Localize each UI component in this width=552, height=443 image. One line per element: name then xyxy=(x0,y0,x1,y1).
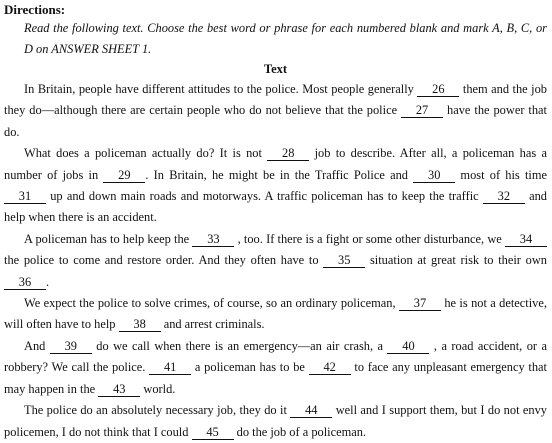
blank-37: 37 xyxy=(399,297,441,311)
passage-paragraph xyxy=(4,229,547,293)
passage-text: situation at great risk to their own xyxy=(365,253,547,268)
passage-text: The police do an absolutely necessary job, they do it xyxy=(24,403,291,418)
blank-27: 27 xyxy=(401,104,443,118)
blank-34: 34 xyxy=(505,233,547,247)
blank-42: 42 xyxy=(309,361,351,375)
passage-text: We expect the police to solve crimes, of course, so an ordinary policeman, xyxy=(24,296,399,311)
passage xyxy=(4,79,547,443)
blank-35: 35 xyxy=(323,254,365,268)
blank-32: 32 xyxy=(483,190,525,204)
passage-paragraph xyxy=(4,293,547,336)
passage-text: have the power that do. xyxy=(4,103,547,139)
passage-text: What does a policeman actually do? It is not xyxy=(24,146,268,161)
directions-instructions: Read the following text. Choose the best word or phrase for each numbered blank and mark A, B, C, or D on ANSWER SHEET 1. xyxy=(24,21,547,56)
directions-heading: Directions: xyxy=(4,2,66,17)
blank-41: 41 xyxy=(149,361,191,375)
text-title: Text xyxy=(263,62,288,76)
passage-text: a policeman has to be xyxy=(191,360,309,375)
blank-36: 36 xyxy=(4,276,46,290)
passage-text: , too. If there is a fight or some other disturbance, we xyxy=(234,231,505,246)
blank-40: 40 xyxy=(387,340,429,354)
passage-text: do the job of a policeman. xyxy=(233,424,367,439)
passage-text: up and down main roads and motorways. A traffic policeman has to keep the traffic xyxy=(46,189,483,204)
blank-33: 33 xyxy=(192,233,234,247)
passage-text: . xyxy=(46,274,50,289)
blank-45: 45 xyxy=(192,426,234,440)
blank-26: 26 xyxy=(417,83,459,97)
passage-text: A policeman has to help keep the xyxy=(24,231,193,246)
passage-paragraph xyxy=(4,400,547,443)
passage-text: most of his time xyxy=(455,167,547,182)
passage-text: job to describe. After all, a policeman has a number of jobs in xyxy=(4,146,547,182)
blank-39: 39 xyxy=(50,340,92,354)
blank-31: 31 xyxy=(4,190,46,204)
passage-text: them and the job they do—although there are certain people who do not believe that the police xyxy=(4,82,547,118)
passage-text: . In Britain, he might be in the Traffic Police and xyxy=(145,167,414,182)
passage-text: to face any unpleasant emergency that may happen in the xyxy=(4,360,547,396)
passage-paragraph xyxy=(4,143,547,229)
blank-44: 44 xyxy=(290,404,332,418)
blank-38: 38 xyxy=(119,318,161,332)
blank-28: 28 xyxy=(267,147,309,161)
blank-43: 43 xyxy=(98,383,140,397)
blank-29: 29 xyxy=(103,169,145,183)
passage-text: In Britain, people have different attitudes to the police. Most people generally xyxy=(24,82,418,96)
passage-text: And xyxy=(24,338,50,353)
passage-text: and arrest criminals. xyxy=(160,317,265,332)
passage-paragraph xyxy=(4,79,547,143)
passage-text: do we call when there is an emergency—an air crash, a xyxy=(91,338,388,353)
passage-paragraph xyxy=(4,336,547,400)
passage-text: world. xyxy=(140,381,176,396)
passage-text: well and I support them, but I do not envy policemen, I do not think that I could xyxy=(4,403,547,439)
blank-30: 30 xyxy=(413,169,455,183)
passage-text: he is not a detective, will often have to help xyxy=(4,296,547,332)
passage-text: , a road accident, or a robbery? We call the police. xyxy=(4,338,547,375)
passage-text: the police to come and restore order. And they often have to xyxy=(4,253,324,268)
passage-text: and help when there is an accident. xyxy=(4,189,547,225)
